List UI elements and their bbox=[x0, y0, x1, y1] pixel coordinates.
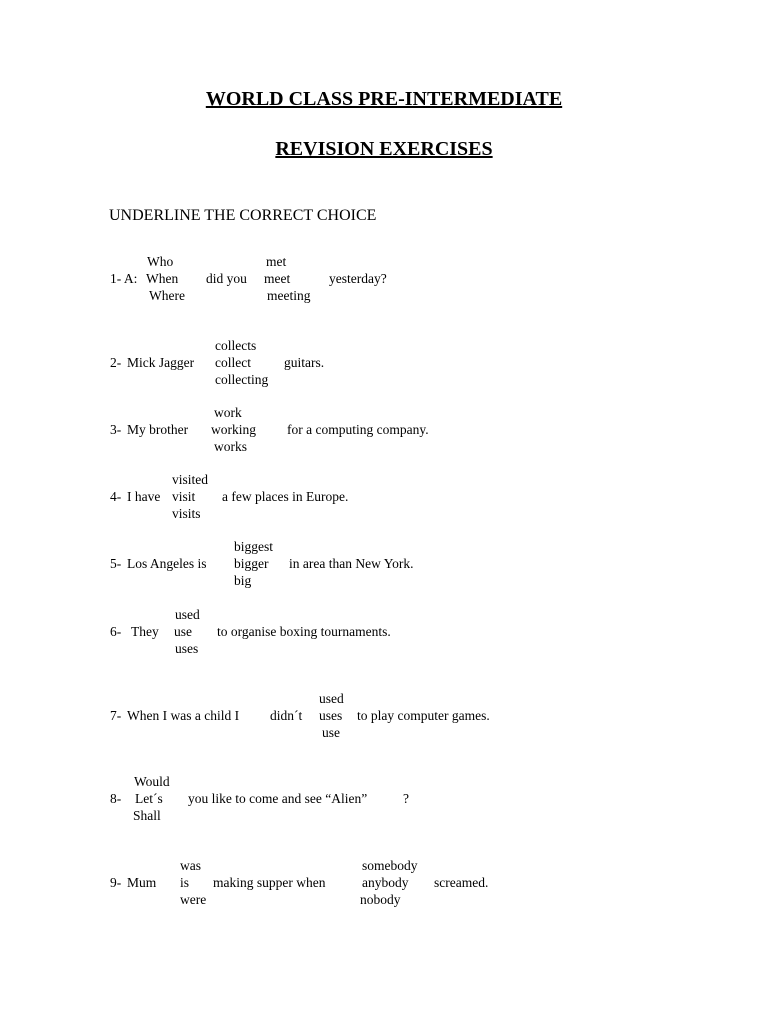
choice-option: were bbox=[180, 891, 207, 907]
choice-option: bigger bbox=[234, 556, 269, 571]
sentence-fragment: guitars. bbox=[284, 355, 325, 370]
sentence-fragment: ? bbox=[403, 791, 409, 806]
choice-option: anybody bbox=[362, 875, 409, 890]
choice-option: used bbox=[319, 691, 344, 707]
choice-option: big bbox=[234, 572, 252, 588]
sentence-fragment: Mick Jagger bbox=[127, 355, 195, 370]
sentence-fragment: in area than New York. bbox=[289, 556, 414, 571]
choice-option: visit bbox=[172, 489, 196, 504]
choice-option: Would bbox=[134, 774, 170, 790]
choice-option: visits bbox=[172, 505, 201, 521]
exercise-number: 9- bbox=[110, 875, 122, 890]
sentence-fragment: My brother bbox=[127, 422, 189, 437]
exercise-number: 4- bbox=[110, 489, 122, 504]
choice-option: use bbox=[174, 624, 192, 639]
sentence-fragment: yesterday? bbox=[329, 271, 387, 286]
sentence-fragment: Mum bbox=[127, 875, 157, 890]
sentence-fragment: Los Angeles is bbox=[127, 556, 207, 571]
sentence-fragment: making supper when bbox=[213, 875, 326, 890]
choice-option: Let´s bbox=[135, 791, 163, 806]
choice-option: works bbox=[214, 438, 247, 454]
choice-option: visited bbox=[172, 472, 208, 488]
sentence-fragment: you like to come and see “Alien” bbox=[188, 791, 368, 806]
choice-option: collects bbox=[215, 338, 257, 354]
choice-option: uses bbox=[175, 640, 199, 656]
choice-option: use bbox=[322, 724, 340, 740]
choice-option: was bbox=[180, 858, 201, 874]
choice-option: meeting bbox=[267, 287, 311, 303]
exercise-number: 8- bbox=[110, 791, 122, 806]
sentence-fragment: a few places in Europe. bbox=[222, 489, 349, 504]
sentence-fragment: to play computer games. bbox=[357, 708, 490, 723]
choice-option: Who bbox=[147, 254, 174, 270]
choice-option: met bbox=[266, 254, 287, 270]
sentence-fragment: screamed. bbox=[434, 875, 489, 890]
sentence-fragment: did you bbox=[206, 271, 247, 286]
choice-option: is bbox=[180, 875, 190, 890]
sentence-fragment: for a computing company. bbox=[287, 422, 429, 437]
choice-option: When bbox=[146, 271, 179, 286]
choice-option: meet bbox=[264, 271, 291, 286]
choice-option: collecting bbox=[215, 371, 269, 387]
sentence-fragment: They bbox=[131, 624, 159, 639]
sentence-fragment: to organise boxing tournaments. bbox=[217, 624, 391, 639]
sentence-fragment: didn´t bbox=[270, 708, 303, 723]
choice-option: Shall bbox=[133, 807, 161, 823]
choice-option: biggest bbox=[234, 539, 273, 555]
exercise-number: 2- bbox=[110, 355, 122, 370]
exercise-number: 6- bbox=[110, 624, 122, 639]
choice-option: Where bbox=[149, 287, 185, 303]
exercise-number: 5- bbox=[110, 556, 122, 571]
document-subtitle: REVISION EXERCISES bbox=[275, 138, 493, 160]
choice-option: nobody bbox=[360, 891, 401, 907]
document-title: WORLD CLASS PRE-INTERMEDIATE bbox=[205, 88, 563, 110]
choice-option: used bbox=[175, 607, 200, 623]
choice-option: working bbox=[211, 422, 256, 437]
choice-option: collect bbox=[215, 355, 251, 370]
exercise-number: 7- bbox=[110, 708, 122, 723]
sentence-fragment: I have bbox=[127, 489, 161, 504]
exercise-number: 3- bbox=[110, 422, 122, 437]
choice-option: uses bbox=[319, 708, 343, 723]
choice-option: work bbox=[214, 405, 242, 421]
choice-option: somebody bbox=[362, 858, 418, 874]
instruction-heading: UNDERLINE THE CORRECT CHOICE bbox=[109, 207, 377, 224]
sentence-fragment: When I was a child I bbox=[127, 708, 240, 723]
exercise-number: 1- A: bbox=[110, 271, 138, 286]
